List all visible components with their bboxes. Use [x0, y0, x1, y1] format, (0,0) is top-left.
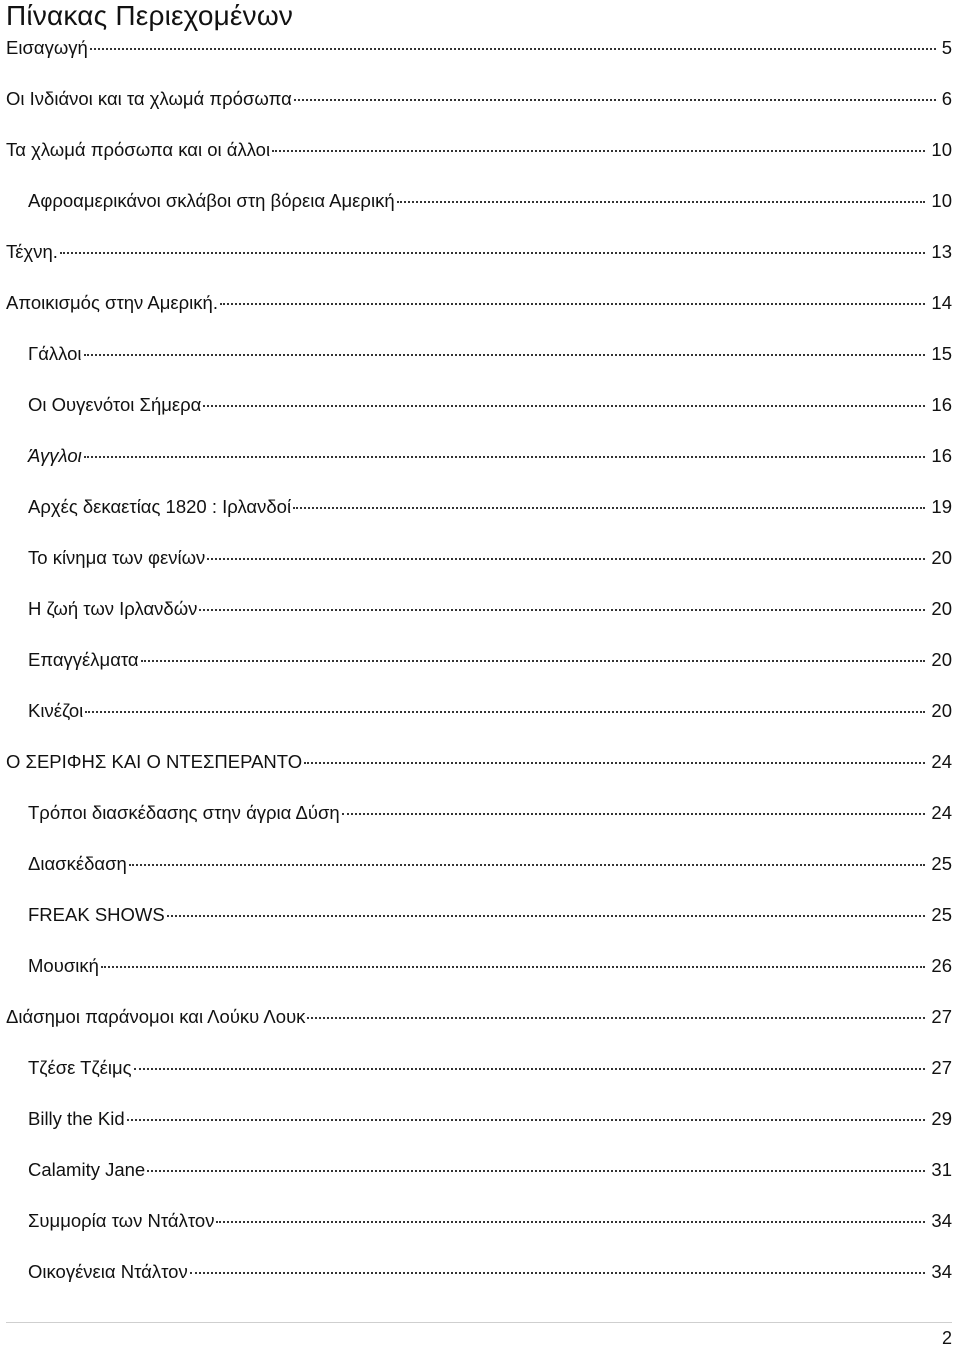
- toc-entry-page: 31: [931, 1159, 952, 1180]
- toc-entry-page: 24: [931, 802, 952, 823]
- toc-entry-page: 20: [931, 598, 952, 619]
- toc-entry-label: FREAK SHOWS: [28, 904, 165, 925]
- dot-leader: [129, 864, 926, 866]
- toc-entry-page: 20: [931, 547, 952, 568]
- toc-entry-label: Επαγγέλματα: [28, 649, 139, 670]
- toc-entry[interactable]: [6, 138, 952, 162]
- dot-leader: [147, 1170, 925, 1172]
- dot-leader: [207, 558, 925, 560]
- toc-entry-label: Κινέζοι: [28, 700, 84, 721]
- toc-entry[interactable]: [28, 699, 952, 723]
- toc-entry[interactable]: [28, 1260, 952, 1284]
- dot-leader: [216, 1221, 925, 1223]
- toc-entry-label: Οι Ινδιάνοι και τα χλωμά πρόσωπα: [6, 88, 292, 109]
- dot-leader: [307, 1017, 925, 1019]
- toc-entry-label: Τζέσε Τζέιμς: [28, 1057, 132, 1078]
- toc-entry-label: Αρχές δεκαετίας 1820 : Ιρλανδοί: [28, 496, 292, 517]
- toc-entry[interactable]: [6, 750, 952, 774]
- toc-entry-label: Τρόποι διασκέδασης στην άγρια Δύση: [28, 802, 340, 823]
- toc-entry[interactable]: [28, 495, 952, 519]
- toc-entry[interactable]: [28, 189, 952, 213]
- toc-entry[interactable]: [28, 546, 952, 570]
- toc-entry-page: 27: [931, 1057, 952, 1078]
- toc-entry-page: 10: [931, 190, 952, 211]
- toc-entry[interactable]: [28, 1158, 952, 1182]
- toc-entry-label: Εισαγωγή: [6, 37, 88, 58]
- toc-entry-page: 26: [931, 955, 952, 976]
- dot-leader: [272, 150, 925, 152]
- toc-entry-label: Αποικισμός στην Αμερική.: [6, 292, 218, 313]
- toc-entry-label: Διασκέδαση: [28, 853, 127, 874]
- toc-entry-label: Το κίνημα των φενίων: [28, 547, 206, 568]
- toc-entry-page: 19: [931, 496, 952, 517]
- toc-entry[interactable]: [28, 801, 952, 825]
- dot-leader: [127, 1119, 926, 1121]
- toc-entry-label: Τα χλωμά πρόσωπα και οι άλλοι: [6, 139, 271, 160]
- toc-entry[interactable]: [28, 444, 952, 468]
- toc-entry[interactable]: [28, 954, 952, 978]
- toc-entry-label: Ο ΣΕΡΙΦΗΣ ΚΑΙ Ο ΝΤΕΣΠΕΡΑΝΤΟ: [6, 751, 303, 772]
- toc-entry-page: 25: [931, 904, 952, 925]
- toc-entry-label: Αφροαμερικάνοι σκλάβοι στη βόρεια Αμερική: [28, 190, 395, 211]
- toc-entry[interactable]: [6, 87, 952, 111]
- toc-entry-page: 14: [931, 292, 952, 313]
- dot-leader: [342, 813, 926, 815]
- toc-entry[interactable]: [28, 1107, 952, 1131]
- dot-leader: [199, 609, 925, 611]
- toc-entry-page: 20: [931, 649, 952, 670]
- dot-leader: [304, 762, 925, 764]
- toc-entry-page: 6: [941, 88, 952, 109]
- toc-entry-page: 25: [931, 853, 952, 874]
- toc-entry-label: Διάσημοι παράνομοι και Λούκυ Λουκ: [6, 1006, 306, 1027]
- dot-leader: [167, 915, 926, 917]
- toc-entry-label: Μουσική: [28, 955, 99, 976]
- toc-entry-page: 5: [941, 37, 952, 58]
- toc-entry-label: Billy the Kid: [28, 1108, 125, 1129]
- dot-leader: [141, 660, 926, 662]
- toc-entry[interactable]: [28, 342, 952, 366]
- toc-entry[interactable]: [28, 852, 952, 876]
- toc-entry[interactable]: [28, 1056, 952, 1080]
- toc-entry-page: 13: [931, 241, 952, 262]
- toc-entry[interactable]: [28, 648, 952, 672]
- toc-entry[interactable]: [6, 1005, 952, 1029]
- dot-leader: [293, 507, 925, 509]
- dot-leader: [101, 966, 926, 968]
- toc-entry-label: Calamity Jane: [28, 1159, 146, 1180]
- dot-leader: [85, 711, 925, 713]
- toc-entry[interactable]: [6, 36, 952, 60]
- footer-divider: [6, 1322, 952, 1323]
- toc-entry[interactable]: [28, 393, 952, 417]
- dot-leader: [203, 405, 925, 407]
- toc-entry-label: Οικογένεια Ντάλτον: [28, 1261, 188, 1282]
- dot-leader: [60, 252, 926, 254]
- dot-leader: [220, 303, 925, 305]
- toc-entry-page: 24: [931, 751, 952, 772]
- dot-leader: [84, 456, 926, 458]
- toc-entry-label: Γάλλοι: [28, 343, 82, 364]
- toc-entry[interactable]: [28, 1209, 952, 1233]
- toc-entry[interactable]: [28, 903, 952, 927]
- toc-entry-page: 16: [931, 445, 952, 466]
- dot-leader: [134, 1068, 926, 1070]
- toc-entry-label: Η ζωή των Ιρλανδών: [28, 598, 198, 619]
- toc-entry-label: Οι Ουγενότοι Σήμερα: [28, 394, 202, 415]
- dot-leader: [397, 201, 926, 203]
- dot-leader: [90, 48, 936, 50]
- dot-leader: [294, 99, 936, 101]
- toc-entry-label: Συμμορία των Ντάλτον: [28, 1210, 215, 1231]
- toc-entry-label: Τέχνη.: [6, 241, 58, 262]
- toc-entry[interactable]: [6, 291, 952, 315]
- dot-leader: [190, 1272, 926, 1274]
- toc-entry-page: 34: [931, 1210, 952, 1231]
- toc-entry[interactable]: [6, 240, 952, 264]
- toc-entry[interactable]: [28, 597, 952, 621]
- toc-entry-page: 16: [931, 394, 952, 415]
- dot-leader: [84, 354, 926, 356]
- toc-entry-page: 34: [931, 1261, 952, 1282]
- toc-entry-page: 10: [931, 139, 952, 160]
- toc-entry-label: Άγγλοι: [28, 445, 82, 466]
- toc-entry-page: 20: [931, 700, 952, 721]
- toc-entry-page: 27: [931, 1006, 952, 1027]
- toc-title: Πίνακας Περιεχομένων: [6, 0, 294, 31]
- toc-entry-page: 29: [931, 1108, 952, 1129]
- page-number: 2: [941, 1328, 952, 1348]
- toc-entry-page: 15: [931, 343, 952, 364]
